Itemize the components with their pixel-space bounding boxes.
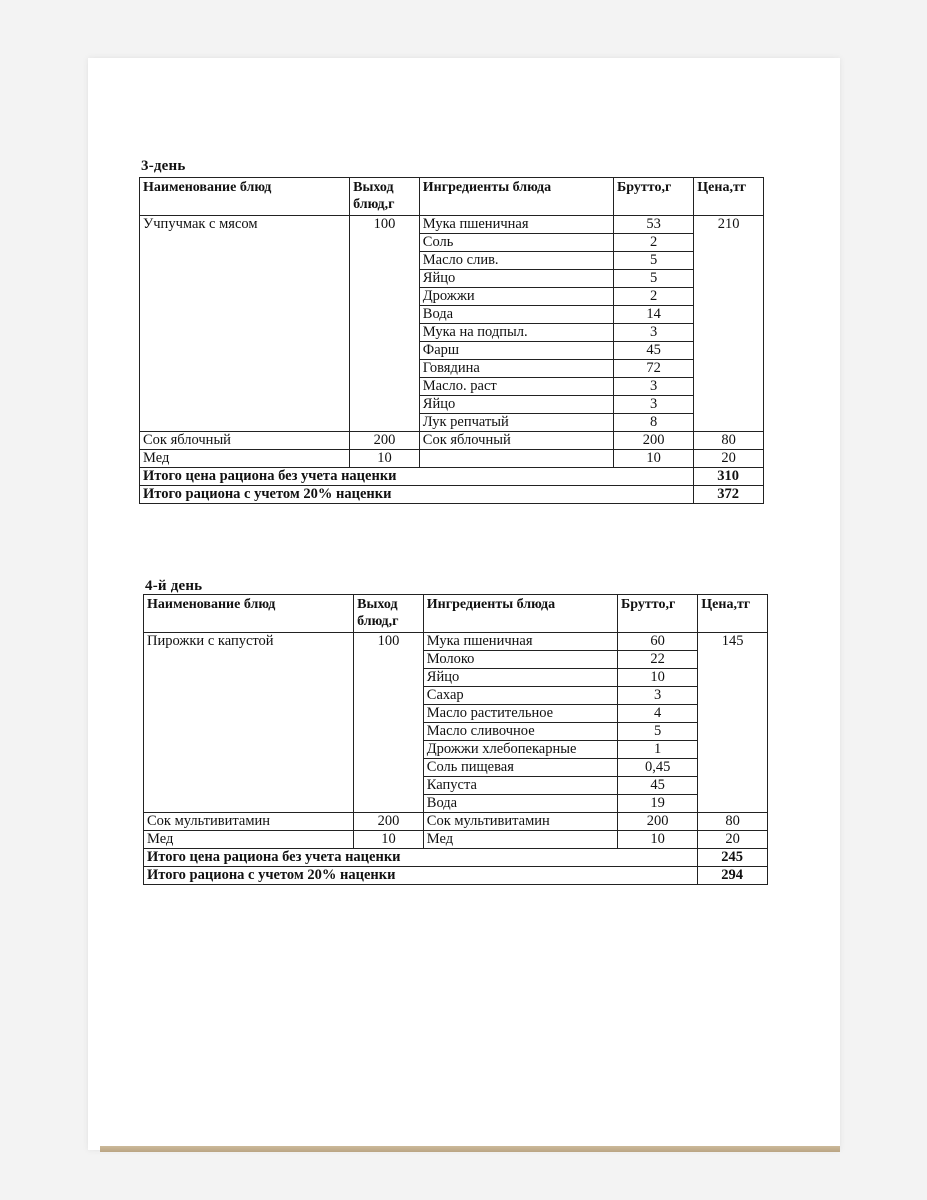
day3-title: 3-день (141, 158, 186, 174)
dish-name: Сок мультивитамин (144, 813, 354, 831)
dish-output: 200 (350, 432, 420, 450)
dish-name: Мед (144, 831, 354, 849)
ingredient-name: Масло. раст (419, 378, 613, 396)
day4-title: 4-й день (145, 578, 203, 594)
ingredient-name: Лук репчатый (419, 414, 613, 432)
ingredient-brutto: 10 (614, 450, 694, 468)
total-value: 294 (698, 867, 768, 885)
ingredient-name: Мука пшеничная (423, 633, 617, 651)
ingredient-brutto: 1 (618, 741, 698, 759)
ingredient-name: Сок мультивитамин (423, 813, 617, 831)
ingredient-brutto: 200 (618, 813, 698, 831)
dish-price: 145 (698, 633, 768, 813)
ingredient-brutto: 72 (614, 360, 694, 378)
ingredient-brutto: 200 (614, 432, 694, 450)
header-output: Выход блюд,г (354, 595, 424, 633)
header-dish-name: Наименование блюд (140, 178, 350, 216)
ingredient-brutto: 5 (614, 252, 694, 270)
table-row (144, 633, 768, 651)
total-row (144, 849, 768, 867)
ingredient-brutto: 14 (614, 306, 694, 324)
ingredient-brutto: 22 (618, 651, 698, 669)
header-ingredients: Ингредиенты блюда (423, 595, 617, 633)
header-price: Цена,тг (698, 595, 768, 633)
header-brutto: Брутто,г (618, 595, 698, 633)
header-brutto: Брутто,г (614, 178, 694, 216)
dish-output: 100 (354, 633, 424, 813)
total-value: 310 (694, 468, 764, 486)
ingredient-name: Яйцо (419, 270, 613, 288)
dish-price: 210 (694, 216, 764, 432)
total-label: Итого рациона с учетом 20% наценки (140, 486, 694, 504)
dish-name: Мед (140, 450, 350, 468)
ingredient-name: Масло слив. (419, 252, 613, 270)
ingredient-brutto: 45 (618, 777, 698, 795)
table-row (140, 450, 764, 468)
ingredient-brutto: 5 (618, 723, 698, 741)
ingredient-name (419, 450, 613, 468)
total-label: Итого цена рациона без учета наценки (144, 849, 698, 867)
dish-name: Пирожки с капустой (144, 633, 354, 813)
total-label: Итого цена рациона без учета наценки (140, 468, 694, 486)
table-row (144, 831, 768, 849)
dish-output: 10 (354, 831, 424, 849)
ingredient-name: Мед (423, 831, 617, 849)
ingredient-brutto: 3 (614, 396, 694, 414)
table-edge (100, 1146, 840, 1152)
ingredient-brutto: 0,45 (618, 759, 698, 777)
ingredient-brutto: 10 (618, 831, 698, 849)
dish-output: 100 (350, 216, 420, 432)
header-dish-name: Наименование блюд (144, 595, 354, 633)
ingredient-name: Соль пищевая (423, 759, 617, 777)
ingredient-name: Говядина (419, 360, 613, 378)
ingredient-name: Яйцо (419, 396, 613, 414)
total-label: Итого рациона с учетом 20% наценки (144, 867, 698, 885)
ingredient-brutto: 4 (618, 705, 698, 723)
header-row (144, 595, 768, 633)
ingredient-name: Капуста (423, 777, 617, 795)
total-value: 245 (698, 849, 768, 867)
ingredient-name: Фарш (419, 342, 613, 360)
dish-price: 20 (694, 450, 764, 468)
table-row (140, 432, 764, 450)
ingredient-brutto: 45 (614, 342, 694, 360)
ingredient-brutto: 10 (618, 669, 698, 687)
table-row (144, 813, 768, 831)
dish-output: 200 (354, 813, 424, 831)
ingredient-name: Масло сливочное (423, 723, 617, 741)
header-output: Выход блюд,г (350, 178, 420, 216)
ingredient-name: Дрожжи (419, 288, 613, 306)
total-row (140, 468, 764, 486)
dish-name: Сок яблочный (140, 432, 350, 450)
dish-price: 80 (698, 813, 768, 831)
dish-output: 10 (350, 450, 420, 468)
ingredient-name: Дрожжи хлебопекарные (423, 741, 617, 759)
day3-menu-table (139, 177, 764, 504)
total-markup-row (144, 867, 768, 885)
table-row (140, 216, 764, 234)
ingredient-brutto: 2 (614, 234, 694, 252)
ingredient-brutto: 5 (614, 270, 694, 288)
ingredient-name: Сок яблочный (419, 432, 613, 450)
dish-name: Учпучмак с мясом (140, 216, 350, 432)
ingredient-brutto: 19 (618, 795, 698, 813)
ingredient-name: Яйцо (423, 669, 617, 687)
total-value: 372 (694, 486, 764, 504)
ingredient-name: Мука пшеничная (419, 216, 613, 234)
ingredient-name: Молоко (423, 651, 617, 669)
ingredient-brutto: 3 (614, 324, 694, 342)
ingredient-name: Масло растительное (423, 705, 617, 723)
header-row (140, 178, 764, 216)
ingredient-name: Мука на подпыл. (419, 324, 613, 342)
ingredient-brutto: 2 (614, 288, 694, 306)
ingredient-brutto: 60 (618, 633, 698, 651)
total-markup-row (140, 486, 764, 504)
ingredient-brutto: 53 (614, 216, 694, 234)
day4-menu-table (143, 594, 768, 885)
ingredient-brutto: 3 (618, 687, 698, 705)
header-ingredients: Ингредиенты блюда (419, 178, 613, 216)
ingredient-brutto: 3 (614, 378, 694, 396)
ingredient-name: Соль (419, 234, 613, 252)
ingredient-name: Вода (423, 795, 617, 813)
dish-price: 20 (698, 831, 768, 849)
ingredient-brutto: 8 (614, 414, 694, 432)
header-price: Цена,тг (694, 178, 764, 216)
ingredient-name: Вода (419, 306, 613, 324)
dish-price: 80 (694, 432, 764, 450)
ingredient-name: Сахар (423, 687, 617, 705)
